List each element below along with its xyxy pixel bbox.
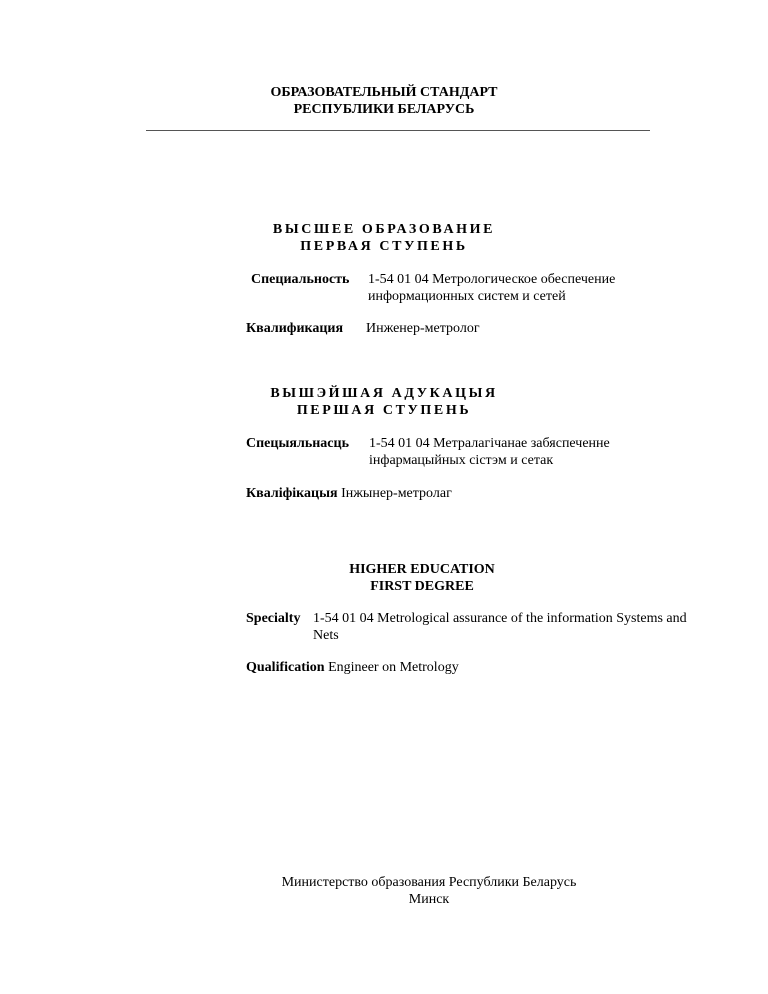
en-title-line1: HIGHER EDUCATION — [349, 562, 495, 577]
en-specialty-value-line1: 1-54 01 04 Metrological assurance of the information Systems and — [313, 611, 687, 626]
en-title-line2: FIRST DEGREE — [370, 579, 474, 594]
header-divider — [146, 130, 650, 131]
ru-qualification-value: Инженер-метролог — [366, 321, 480, 336]
footer-city: Минск — [408, 892, 450, 907]
standard-title-line2: РЕСПУБЛИКИ БЕЛАРУСЬ — [293, 102, 475, 117]
by-qualification-value: Інжынер-метролаг — [341, 486, 452, 501]
en-specialty-value-line2: Nets — [313, 628, 339, 643]
ru-specialty-value-line2: информационных систем и сетей — [368, 289, 566, 304]
ru-title-line2: ПЕРВАЯ СТУПЕНЬ — [300, 239, 468, 254]
standard-title-line1: ОБРАЗОВАТЕЛЬНЫЙ СТАНДАРТ — [270, 85, 498, 100]
by-specialty-value-line1: 1-54 01 04 Метралагічанае забяспеченне — [369, 436, 610, 451]
by-qualification-label: Кваліфікацыя — [246, 486, 338, 501]
footer-ministry: Министерство образования Республики Беларусь — [281, 875, 577, 890]
by-qualification-row — [246, 485, 452, 502]
ru-specialty-value-line1: 1-54 01 04 Метрологическое обеспечение — [368, 272, 616, 287]
by-title-line1: ВЫШЭЙШАЯ АДУКАЦЫЯ — [270, 386, 498, 401]
en-qualification-row — [246, 659, 459, 676]
by-specialty-label: Спецыяльнасць — [246, 436, 349, 451]
by-specialty-value-line2: інфармацыйных сістэм и сетак — [369, 453, 554, 468]
en-qualification-value: Engineer on Metrology — [328, 660, 459, 675]
by-title-line2: ПЕРШАЯ СТУПЕНЬ — [296, 403, 472, 418]
ru-title-line1: ВЫСШЕЕ ОБРАЗОВАНИЕ — [272, 222, 496, 237]
ru-qualification-label: Квалификация — [246, 321, 344, 336]
en-qualification-label: Qualification — [246, 660, 325, 675]
ru-specialty-label: Специальность — [251, 272, 350, 287]
en-specialty-label: Specialty — [246, 611, 301, 626]
